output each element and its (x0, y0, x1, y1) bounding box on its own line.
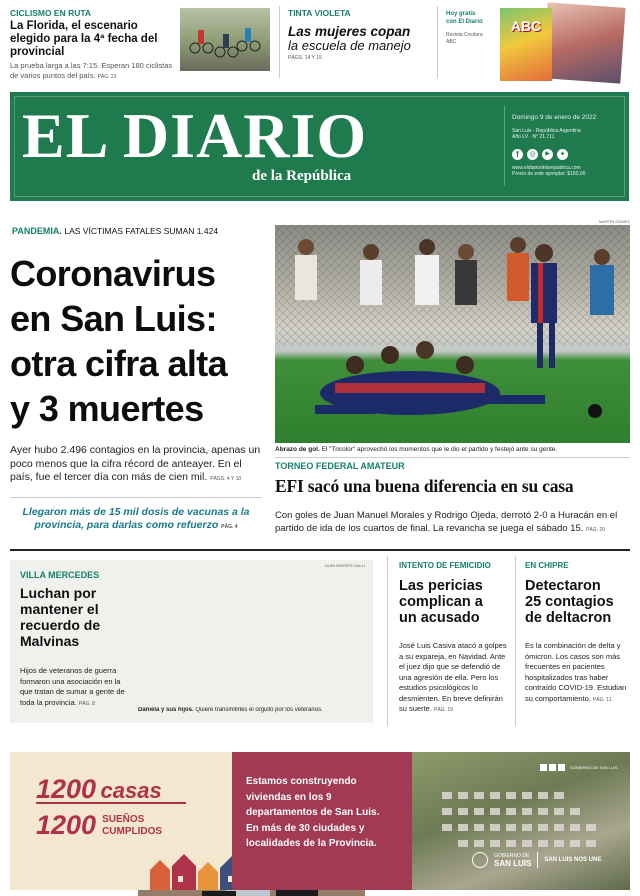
villa-headline-line: Luchan por (20, 585, 97, 601)
ad-number-1: 1200 (36, 774, 97, 804)
cycling-photo (180, 8, 270, 71)
facebook-icon[interactable]: f (512, 149, 523, 160)
youtube-icon[interactable]: ▶ (542, 149, 553, 160)
ad-slogan: SAN LUIS NOS UNE (544, 857, 602, 863)
ad-text-line: En más de 30 ciudades y (246, 822, 365, 834)
social-icons (512, 149, 627, 160)
teaser-tinta-violeta[interactable] (288, 8, 438, 61)
ad-text-line: localidades de la Provincia. (246, 838, 377, 849)
lead-headline-line: otra cifra alta (10, 343, 228, 384)
facebook-icon (540, 764, 547, 771)
photo-credit: JUAN ANDRÉS GALLI (324, 563, 365, 568)
newspaper-subtitle: de la República (252, 168, 352, 184)
photo-caption-bold: Daniela y sus hijos. (138, 707, 194, 713)
femicidio-headline-line: un acusado (399, 610, 480, 626)
ad-text-line: Estamos construyendo (246, 776, 357, 787)
villa-headline-line: recuerdo de (20, 617, 101, 633)
femicidio-kicker: INTENTO DE FEMICIDIO (399, 561, 491, 570)
football-photo[interactable] (275, 225, 630, 443)
masthead (10, 92, 629, 201)
football-kicker: TORNEO FEDERAL AMATEUR (275, 461, 405, 471)
teaser-headline: Las mujeres copan (288, 24, 411, 39)
villa-headline-line: mantener el (20, 601, 99, 617)
instagram-icon (549, 764, 556, 771)
chipre-kicker: EN CHIPRE (525, 561, 569, 570)
edition-date: Domingo 9 de enero de 2022 (512, 114, 597, 121)
website-link[interactable]: www.eldiariodelarepublica.com (512, 165, 581, 171)
photo-caption: Quiere transmitirles el orgullo por los veteranos. (195, 707, 323, 713)
lead-body: Ayer hubo 2.496 contagios en la provincia, apenas un poco menos que la cifra récord de anteayer. En el país, fue el tercer día con más de cien mil. (10, 444, 261, 483)
lead-headline-line: y 3 muertes (10, 388, 204, 429)
chipre-headline-line: Detectaron (525, 578, 601, 594)
twitter-icon[interactable]: ✦ (557, 149, 568, 160)
page-ref: PÁG. 11 (592, 696, 612, 703)
ad-social-handle: GOBIERNO DE SAN LUIS (570, 765, 618, 770)
price: Precio de este ejemplar: $150,00 (512, 171, 586, 177)
page-ref: PÁG. 20 (586, 526, 605, 533)
ad-gov-small: GOBIERNO DE (494, 853, 530, 859)
chipre-headline[interactable] (525, 578, 633, 626)
teaser-kicker: TINTA VIOLETA (288, 8, 351, 18)
page-ref: PÁGS. 14 Y 15 (288, 55, 322, 61)
page-ref: PÁG. 19 (434, 707, 453, 713)
teaser-kicker: CICLISMO EN RUTA (10, 8, 92, 18)
ad-gov-big: SAN LUIS (494, 859, 532, 868)
villa-headline-line: Malvinas (20, 633, 80, 649)
top-strip (0, 0, 640, 86)
ad-word-1: casas (100, 778, 162, 803)
villa-headline[interactable] (20, 585, 135, 649)
teaser-headline: La Florida, el escenario elegido para la 4ª fecha del provincial (10, 20, 158, 58)
lead-story[interactable] (12, 226, 262, 236)
teaser-free-magazine[interactable] (446, 10, 502, 46)
ad-text-line: departamentos de San Luis. (246, 807, 380, 818)
football-body: Con goles de Juan Manuel Morales y Rodrigo Ojeda, derrotó 2-0 a Huracán en el partido de ida de los cuartos de final. La revancha se juega el sábado 15. (275, 510, 618, 534)
page-ref: PÁG. 8 (78, 700, 95, 707)
football-headline[interactable]: EFI sacó una buena diferencia en su casa (275, 476, 574, 496)
promo-product-line1: Revista Cocitura (446, 32, 483, 38)
teaser-body: La prueba larga a las 7:15. Esperan 180 ciclistas de varios puntos del país. (10, 61, 173, 80)
photo-caption-bold: Abrazo de gol. (275, 446, 320, 453)
page-ref: PÁG. 22 (97, 74, 117, 80)
femicidio-body: José Luis Casiva atacó a golpes a su expareja, en Navidad. Ante el juez dijo que se defendió de una agresión de ella. Pero los estudios psicológicos lo desmienten. En breve definirán su suerte. (399, 641, 507, 713)
lead-headline-line: en San Luis: (10, 298, 217, 339)
edition-issue: Año LV · N° 21.711 (512, 134, 555, 140)
instagram-icon[interactable]: ◎ (527, 149, 538, 160)
photo-credit: MARTÍN GÓMEZ (598, 219, 630, 224)
promo-kicker-line2: con El Diario (446, 19, 483, 25)
photo-caption: El "Tricolor" aprovechó los momentos que le dio el partido y festejó ante su gente. (321, 446, 558, 453)
chipre-headline-line: 25 contagios (525, 594, 614, 610)
vaccine-sidebar-line: Llegaron más de 15 mil dosis de vacunas a la (22, 506, 250, 518)
promo-kicker-line1: Hoy gratis (446, 11, 476, 17)
villa-body: Hijos de veteranos de guerra formaron una asociación en la que tratan de sumar a gente de toda la provincia. (20, 666, 125, 707)
page-ref: PÁG. 4 (221, 524, 238, 530)
youtube-icon (558, 764, 565, 771)
promo-product-line2: ABC (446, 39, 457, 45)
ad-text-line: viviendas en los 9 (246, 791, 332, 803)
lead-headline-line: Coronavirus (10, 253, 216, 294)
chipre-headline-line: de deltacron (525, 610, 612, 626)
vaccine-sidebar[interactable] (10, 506, 262, 534)
ad-text (246, 774, 416, 852)
femicidio-headline-line: Las pericias (399, 578, 483, 594)
femicidio-headline-line: complican a (399, 594, 483, 610)
magazine-cover-front (500, 8, 552, 81)
aerial-photo (412, 752, 630, 890)
ad-word-2a: SUEÑOS (102, 813, 145, 825)
magazine-cover-title: ABC (510, 18, 542, 34)
femicidio-headline[interactable] (399, 578, 514, 626)
sun-emblem-icon (472, 852, 488, 868)
magazine-cover-back (542, 2, 625, 83)
page-ref: PÁGS. 4 Y 10 (210, 476, 242, 482)
newspaper-title[interactable]: EL DIARIO (22, 100, 368, 171)
vaccine-sidebar-line: provincia, para darlas como refuerzo (34, 519, 219, 531)
lead-kicker: PANDEMIA. LAS VÍCTIMAS FATALES SUMAN 1.424 (12, 226, 219, 236)
lead-headline[interactable] (10, 251, 272, 431)
ad-number-2: 1200 (36, 810, 97, 840)
ad-word-2b: CUMPLIDOS (102, 825, 163, 837)
edition-location: San Luis - República Argentina (512, 128, 581, 134)
teaser-cycling[interactable] (10, 8, 175, 82)
teaser-subhead: la escuela de manejo (288, 38, 411, 53)
housing-ad[interactable] (10, 752, 630, 890)
chipre-body: Es la combinación de delta y ómicron. Los casos son más frecuentes en pacientes hospitalizados tras haber contraído COVID-19. Estudian su comportamiento. (525, 641, 627, 703)
villa-kicker: VILLA MERCEDES (20, 570, 100, 580)
